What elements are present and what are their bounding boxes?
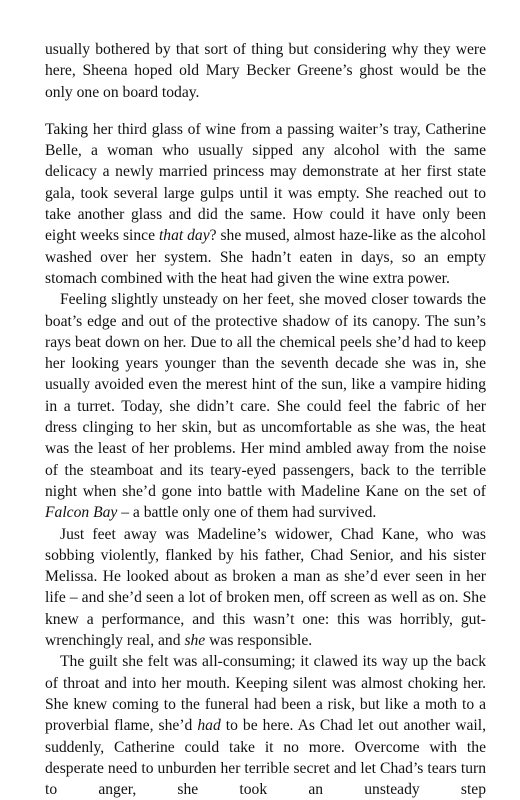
emphasis-text: that day [158, 227, 210, 245]
emphasis-text: she [184, 632, 206, 650]
paragraph-text: Feeling slightly unsteady on her feet, she moved closer towards the boat’s edge and out of the protective shadow of its canopy. The sun’s rays beat down on her. Due to all the chemical peels she’d had to keep her looking years younger than the seventh decade she was in, she usually avoided even the merest hint of the sun, like a vampire hiding in a turret. Today, she didn’t care. She could feel the fabric of her dress clinging to her skin, but as uncomfortable as she was, the heat was the least of her problems. Her mind ambled away from the noise of the steamboat and its teary-eyed passengers, back to the terrible night when she’d gone into battle with Madeline Kane on the set of [45, 291, 486, 500]
paragraph [45, 524, 486, 652]
paragraph-text: – a battle only one of them had survived. [117, 504, 377, 522]
paragraph [45, 289, 486, 523]
paragraph-text: Just feet away was Madeline’s widower, Chad Kane, who was sobbing violently, flanked by his father, Chad Senior, and his sister Melissa. He looked about as broken a man as she’d ever seen in her life – and she’d seen a lot of broken men, off screen as well as on. She knew a performance, and this wasn’t one: this was horribly, gut-wrenchingly real, and [45, 525, 486, 650]
show-title: Falcon Bay [45, 504, 118, 522]
paragraph-text: to be here. As Chad let out another wail, suddenly, Catherine could take it no more. Overcome with the desperate need to unburden her terrible secret and let Chad’s tears turn to anger, she took an unsteady step [45, 717, 486, 799]
paragraph-text: ? she mused, almost haze-like as the alcohol washed over her system. She hadn’t eaten in days, so an empty stomach combined with the heat had given the wine extra power. [45, 227, 486, 287]
emphasis-text: had [197, 717, 221, 735]
paragraph-text: Taking her third glass of wine from a passing waiter’s tray, Catherine Belle, a woman who usually sipped any alcohol with the same delicacy a newly married princess may demonstrate at her first state gala, took several large gulps until it was empty. She reached out to take another glass and did the same. How could it have only been eight weeks since [45, 120, 486, 245]
paragraph-text: usually bothered by that sort of thing but considering why they were here, Sheena hoped old Mary Becker Greene’s ghost would be the only one on board today. [45, 41, 486, 101]
paragraph [45, 651, 486, 800]
paragraph-text: was responsible. [205, 632, 313, 650]
paragraph [45, 39, 486, 103]
paragraph [45, 119, 486, 289]
paragraph-text: The guilt she felt was all-consuming; it clawed its way up the back of throat and into her mouth. Keeping silent was almost choking her. She knew coming to the funeral had been a risk, but like a moth to a proverbial flame, she’d [45, 653, 486, 735]
